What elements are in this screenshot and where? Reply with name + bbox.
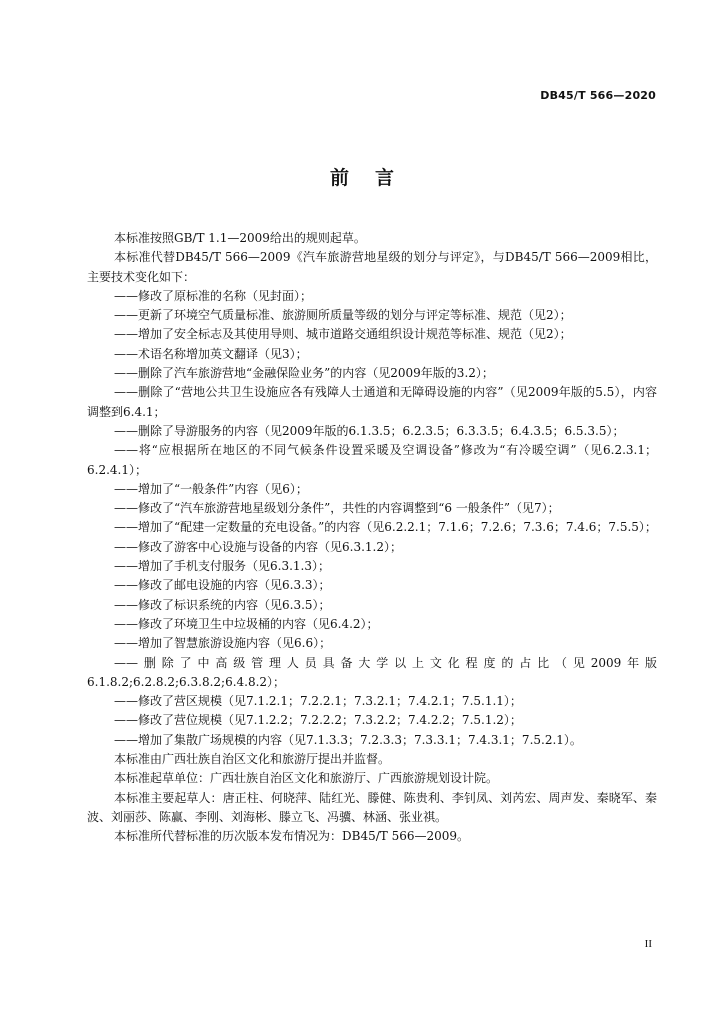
paragraph: 本标准主要起草人：唐正柱、何晓萍、陆红光、滕健、陈贵利、李钊凤、刘芮宏、周声发、秦晓军、秦波、刘丽莎、陈赢、李刚、刘海彬、滕立飞、冯骥、林涵、张业祺。 [87,790,657,824]
paragraph: 本标准按照GB/T 1.1—2009给出的规则起草。 [114,231,366,245]
change-item: ——删除了中高级管理人员具备大学以上文化程度的占比（见2009年版6.1.8.2;6.2.8.2;6.3.8.2;6.4.8.2）； [87,655,657,689]
change-item: ——修改了标识系统的内容（见6.3.5）； [114,597,331,612]
change-item: ——修改了营区规模（见7.1.2.1；7.2.2.1；7.3.2.1；7.4.2.1；7.5.1.1）； [114,694,522,709]
change-item: ——将“应根据所在地区的不同气候条件设置采暖及空调设备”修改为“有冷暖空调”（见6.2.3.1；6.2.4.1）； [87,443,657,477]
change-item: ——修改了邮电设施的内容（见6.3.3）； [114,578,331,593]
paragraph: 本标准所代替标准的历次版本发布情况为：DB45/T 566—2009。 [114,829,470,844]
change-item: ——术语名称增加英文翻译（见3）； [114,346,308,361]
change-item: ——增加了智慧旅游设施内容（见6.6）； [114,636,332,651]
change-item: ——增加了集散广场规模的内容（见7.1.3.3；7.2.3.3；7.3.3.1；7.4.3.1；7.5.2.1）。 [114,732,582,747]
change-item: ——增加了“配建一定数量的充电设备。”的内容（见6.2.2.1；7.1.6；7.2.6；7.3.6；7.4.6；7.5.5）； [114,520,657,535]
change-item: ——修改了营位规模（见7.1.2.2；7.2.2.2；7.3.2.2；7.4.2.2；7.5.1.2）； [114,713,522,728]
preface-body [87,229,657,847]
paragraph: 本标准由广西壮族自治区文化和旅游厅提出并监督。 [114,752,391,767]
change-item: ——增加了“一般条件”内容（见6）； [114,481,308,496]
page-number: II [644,938,652,950]
change-item: ——删除了“营地公共卫生设施应各有残障人士通道和无障碍设施的内容”（见2009年版的5.5），内容调整到6.4.1； [87,385,657,419]
change-item: ——删除了汽车旅游营地“金融保险业务”的内容（见2009年版的3.2）； [114,366,494,381]
change-item: ——删除了导游服务的内容（见2009年版的6.1.3.5；6.2.3.5；6.3.3.5；6.4.3.5；6.5.3.5）； [114,423,625,438]
paragraph: 本标准起草单位：广西壮族自治区文化和旅游厅、广西旅游规划设计院。 [114,771,499,786]
document-code: DB45/T 566—2020 [540,89,656,102]
change-item: ——修改了游客中心设施与设备的内容（见6.3.1.2）； [114,539,402,554]
change-item: ——修改了原标准的名称（见封面）； [114,288,313,303]
change-item: ——增加了手机支付服务（见6.3.1.3）； [114,559,330,574]
page-title: 前言 [329,167,420,189]
change-item: ——修改了“汽车旅游营地星级划分条件”，共性的内容调整到“6 一般条件”（见7）； [114,501,560,516]
paragraph: 本标准代替DB45/T 566—2009《汽车旅游营地星级的划分与评定》，与DB45/T 566—2009相比，主要技术变化如下： [87,250,657,284]
change-item: ——增加了安全标志及其使用导则、城市道路交通组织设计规范等标准、规范（见2）； [114,327,572,342]
change-item: ——更新了环境空气质量标准、旅游厕所质量等级的划分与评定等标准、规范（见2）； [114,308,572,323]
change-item: ——修改了环境卫生中垃圾桶的内容（见6.4.2）； [114,616,379,631]
